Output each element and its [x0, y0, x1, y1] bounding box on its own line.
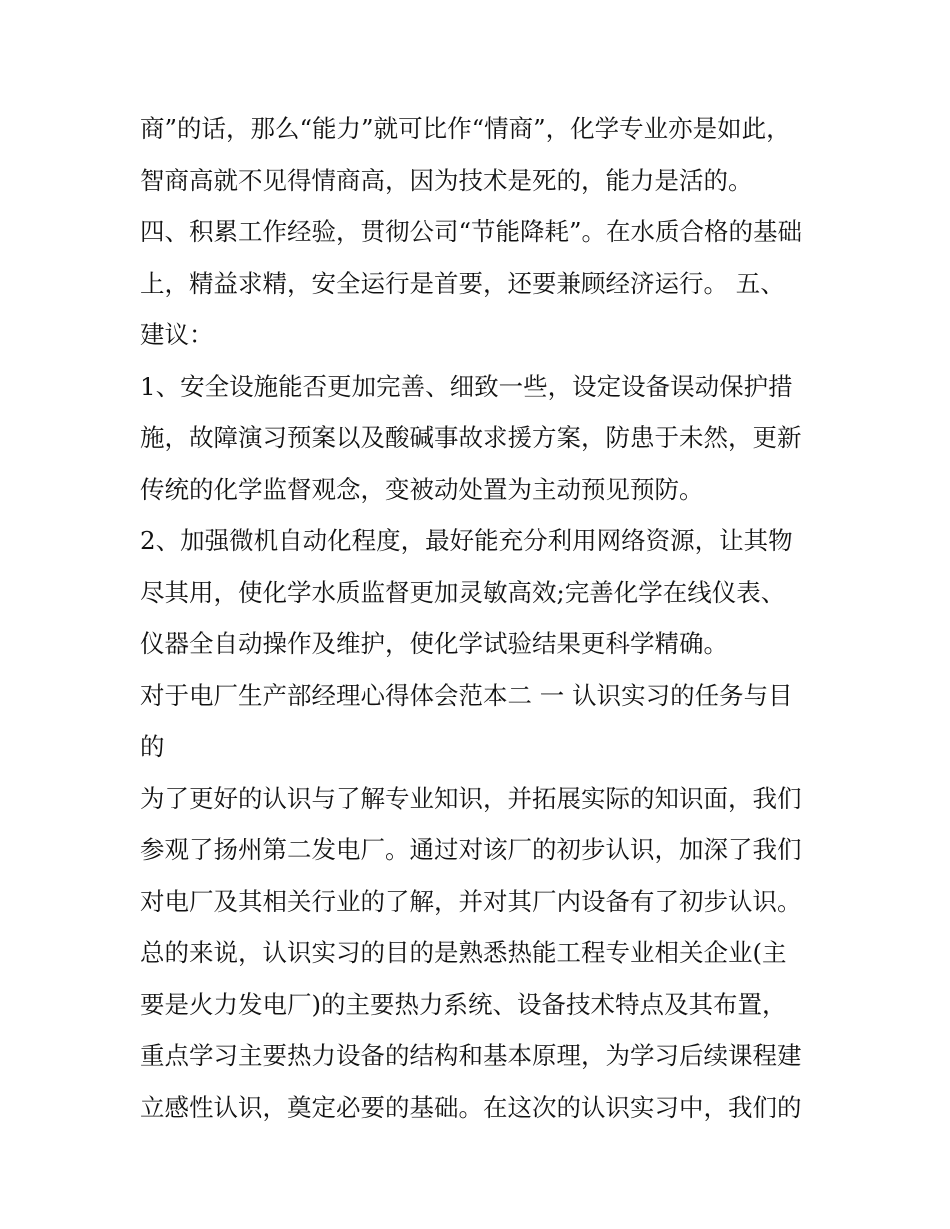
text-line: 重点学习主要热力设备的结构和基本原理，为学习后续课程建 — [140, 1041, 802, 1070]
text-line: 仪器全自动操作及维护，使化学试验结果更科学精确。 — [140, 629, 728, 658]
text-line: 上，精益求精，安全运行是首要，还要兼顾经济运行。 五、 — [140, 268, 785, 298]
text-line: 四、积累工作经验，贯彻公司“节能降耗”。在水质合格的基础 — [140, 217, 803, 246]
text-line: 参观了扬州第二发电厂。通过对该厂的初步认识，加深了我们 — [140, 835, 802, 864]
section-heading-line: 对于电厂生产部经理心得体会范本二 一 认识实习的任务与目 — [140, 680, 793, 710]
text-line: 施，故障演习预案以及酸碱事故求援方案，防患于未然，更新 — [140, 423, 802, 452]
text-line: 总的来说，认识实习的目的是熟悉热能工程专业相关企业(主 — [140, 938, 787, 967]
text-line: 智商高就不见得情商高，因为技术是死的，能力是活的。 — [140, 165, 753, 195]
text-line: 1、安全设施能否更加完善、细致一些，设定设备误动保护措 — [140, 371, 793, 401]
text-line: 为了更好的认识与了解专业知识，并拓展实际的知识面，我们 — [140, 783, 802, 813]
document-body — [140, 103, 820, 1133]
text-line: 传统的化学监督观念，变被动处置为主动预见预防。 — [140, 474, 704, 504]
text-line: 商”的话，那么“能力”就可比作“情商”，化学专业亦是如此， — [140, 114, 791, 143]
text-line: 尽其用，使化学水质监督更加灵敏高效;完善化学在线仪表、 — [140, 577, 786, 607]
text-line: 建议： — [140, 320, 214, 349]
text-line: 2、加强微机自动化程度，最好能充分利用网络资源，让其物 — [140, 526, 793, 555]
text-line: 立感性认识，奠定必要的基础。在这次的认识实习中，我们的 — [140, 1092, 802, 1122]
text-line: 对电厂及其相关行业的了解，并对其厂内设备有了初步认识。 — [140, 886, 802, 916]
text-line: 要是火力发电厂)的主要热力系统、设备技术特点及其布置， — [140, 989, 787, 1019]
section-heading-line: 的 — [140, 732, 165, 761]
